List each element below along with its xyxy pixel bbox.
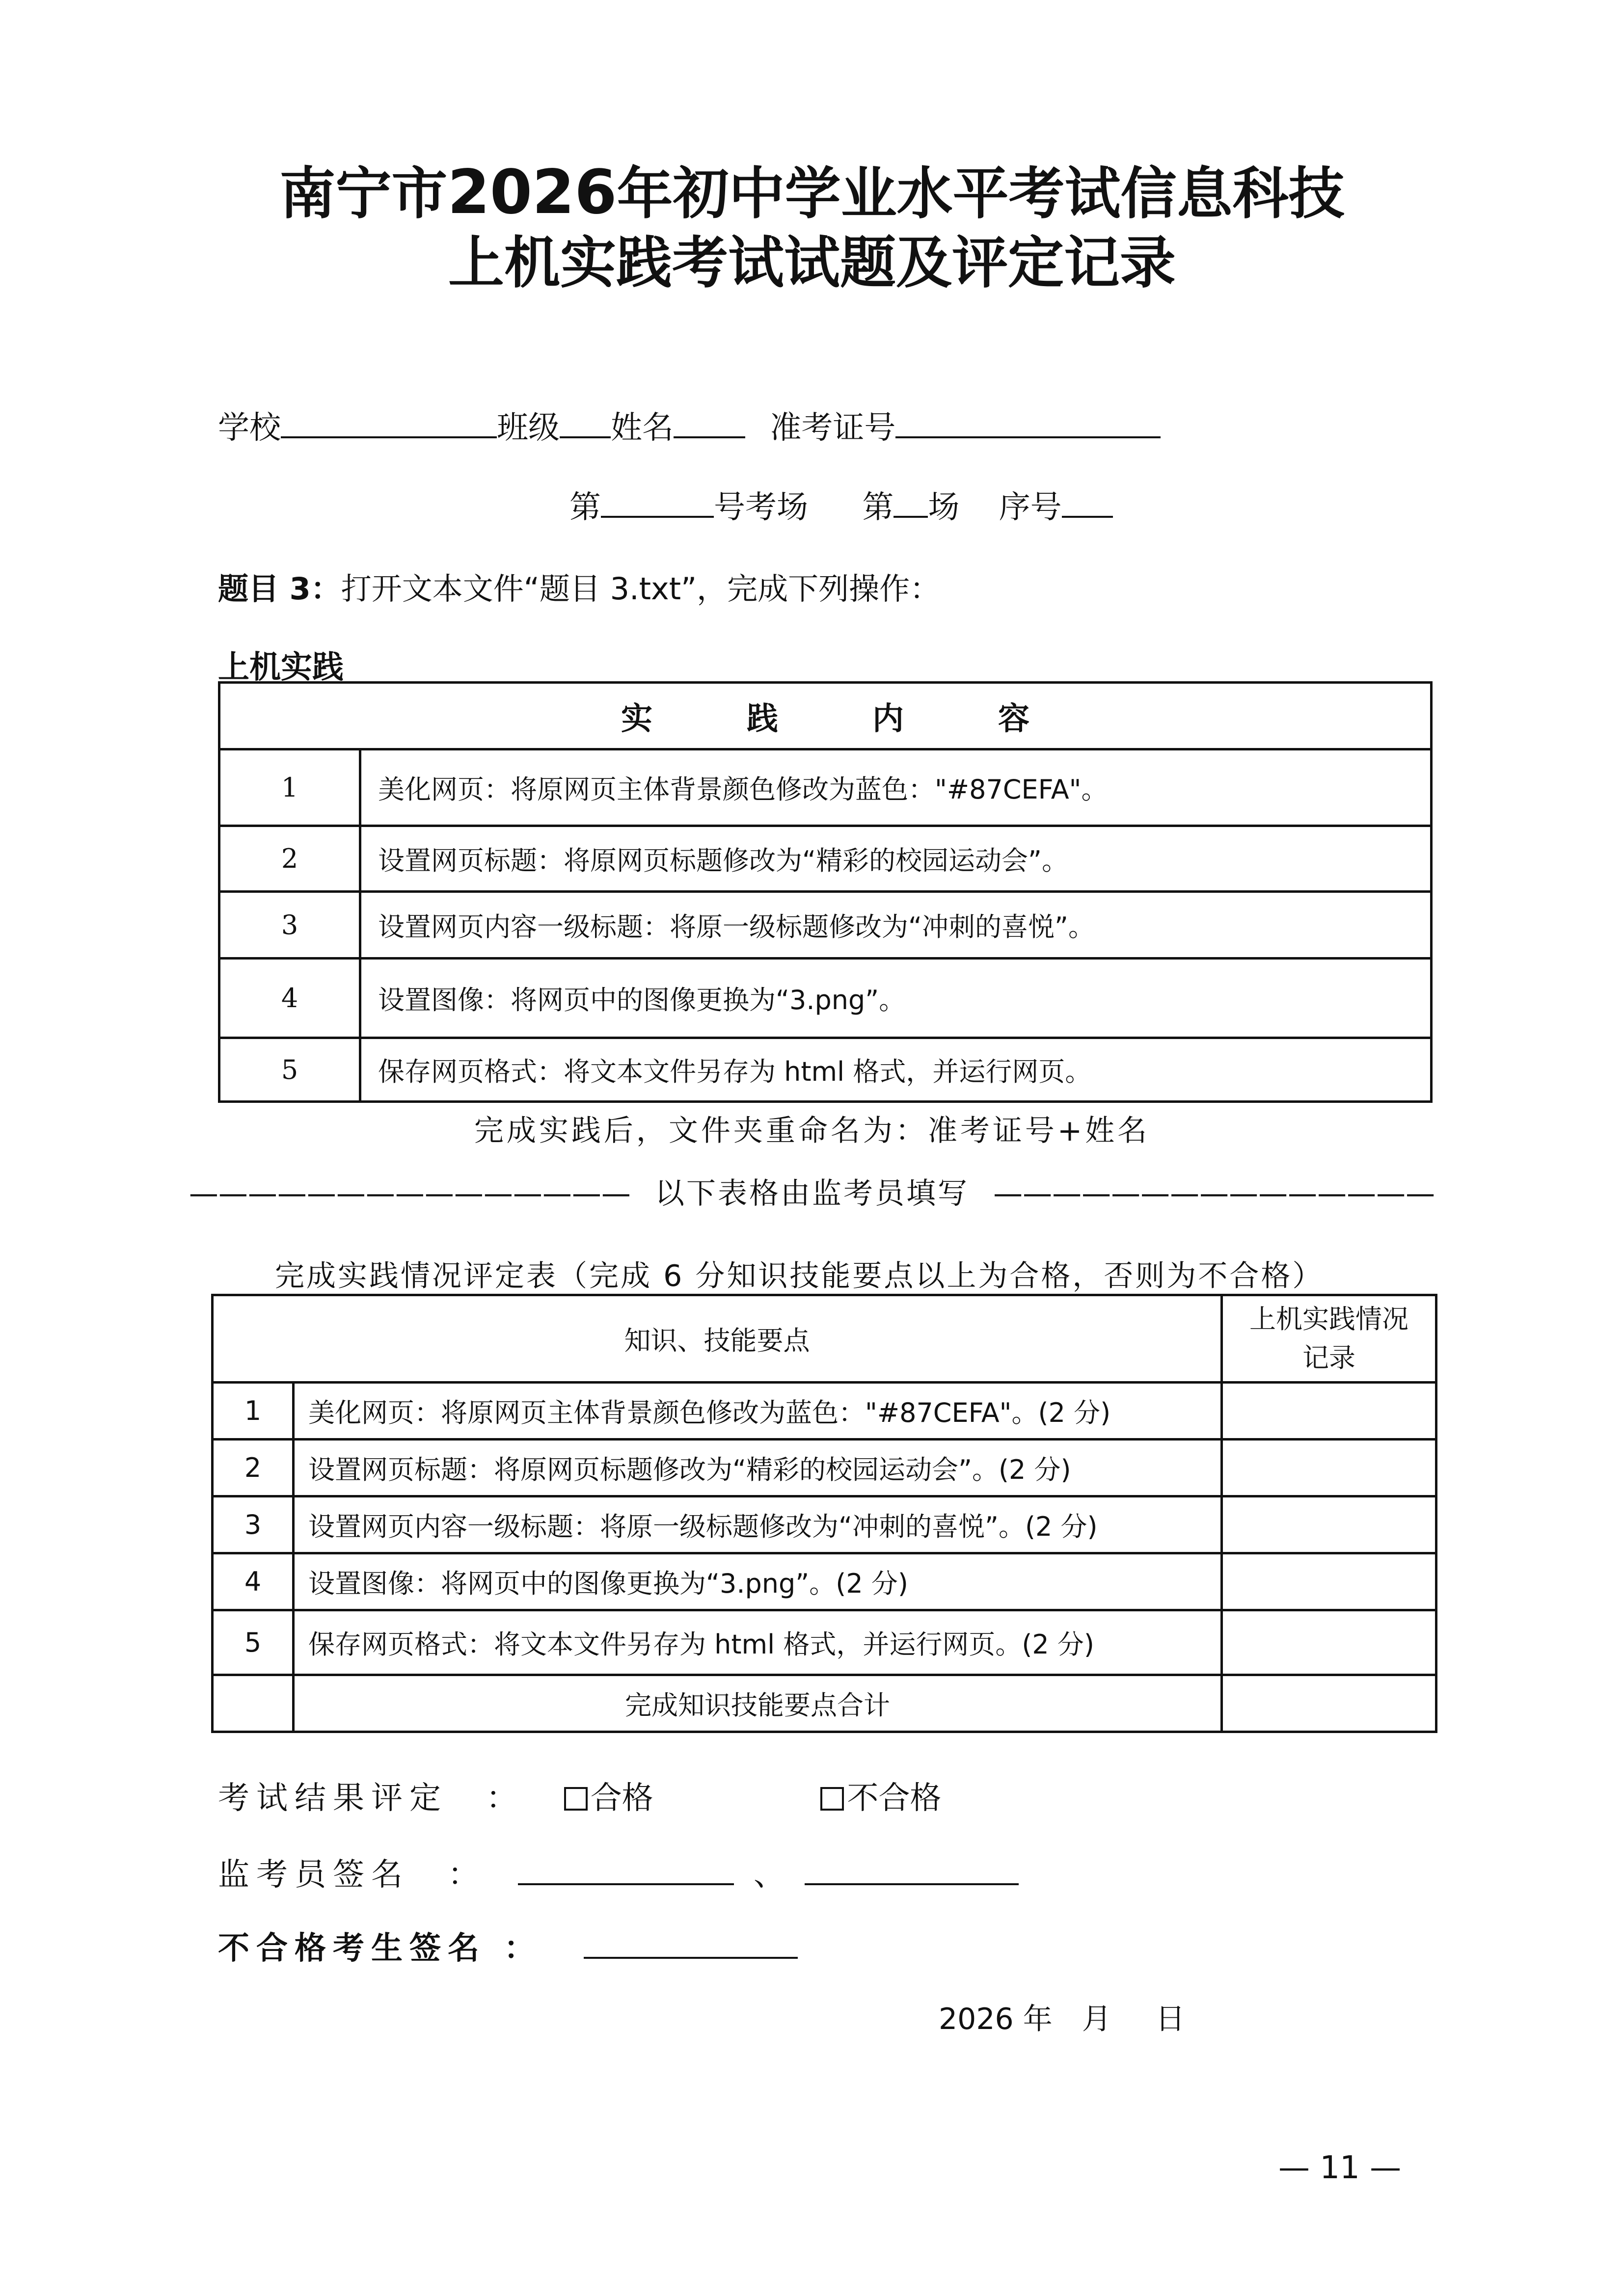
header-fields-row2: 第 号考场 第 场 序号 — [569, 482, 1113, 527]
exam-id-label: 准考证号 — [770, 410, 896, 446]
table-row: 3 设置网页内容一级标题：将原一级标题修改为“冲刺的喜悦”。(2 分) — [213, 1496, 1436, 1553]
result-label: 考试结果评定 ： — [218, 1780, 524, 1816]
name-blank[interactable] — [674, 411, 745, 438]
header-fields-row1 — [218, 402, 1161, 448]
table-row: 5 保存网页格式：将文本文件另存为 html 格式，并运行网页。 — [219, 1038, 1432, 1102]
proctor-sign-blank-2[interactable] — [805, 1858, 1019, 1885]
table-row: 2 设置网页标题：将原网页标题修改为“精彩的校园运动会”。 — [219, 826, 1432, 892]
question — [218, 564, 940, 608]
proctor-sign-blank-1[interactable] — [518, 1858, 734, 1885]
divider-text: 以下表格由监考员填写 — [655, 1176, 969, 1211]
class-label: 班级 — [497, 410, 560, 446]
eval-table — [211, 1294, 1437, 1733]
practice-table-header: 实 践 内 容 — [219, 683, 1432, 749]
record-cell[interactable] — [1222, 1383, 1436, 1440]
fail-sign-label: 不合格考生签名 ： — [218, 1930, 542, 1967]
pass-checkbox[interactable] — [564, 1787, 588, 1811]
question-text: 打开文本文件“题目 3.txt”，完成下列操作： — [341, 571, 941, 607]
fail-checkbox[interactable] — [820, 1787, 844, 1811]
proctor-label: 监考员签名 ： — [218, 1857, 486, 1893]
school-label: 学校 — [218, 410, 281, 446]
page-title-line1: 南宁市2026年初中学业水平考试信息科技 — [279, 157, 1345, 228]
after-practice-note: 完成实践后，文件夹重命名为：准考证号+姓名 — [474, 1114, 1150, 1148]
question-label: 题目 3： — [218, 571, 341, 607]
table-row: 4 设置图像：将网页中的图像更换为“3.png”。(2 分) — [213, 1553, 1436, 1610]
table-row: 1 美化网页：将原网页主体背景颜色修改为蓝色："#87CEFA"。 — [219, 749, 1432, 826]
total-label: 完成知识技能要点合计 — [294, 1675, 1222, 1732]
proctor-sign-row: 监考员签名 ： 、 — [218, 1849, 1019, 1895]
eval-caption: 完成实践情况评定表（完成 6 分知识技能要点以上为合格，否则为不合格） — [275, 1259, 1324, 1293]
seq-blank[interactable] — [1062, 490, 1113, 518]
session-blank[interactable] — [893, 490, 928, 518]
col-points-header: 知识、技能要点 — [213, 1295, 1222, 1383]
school-blank[interactable] — [281, 411, 497, 438]
table-row: 1 美化网页：将原网页主体背景颜色修改为蓝色："#87CEFA"。(2 分) — [213, 1383, 1436, 1440]
record-cell[interactable] — [1222, 1553, 1436, 1610]
page-title-line2: 上机实践考试试题及评定记录 — [448, 230, 1176, 295]
total-record-cell[interactable] — [1222, 1675, 1436, 1732]
page-number: — 11 — — [1278, 2150, 1402, 2186]
name-label: 姓名 — [611, 410, 674, 446]
table-row: 5 保存网页格式：将文本文件另存为 html 格式，并运行网页。(2 分) — [213, 1610, 1436, 1675]
fail-sign-row — [218, 1923, 798, 1968]
practice-table — [218, 681, 1433, 1103]
pass-label: 合格 — [590, 1780, 653, 1816]
table-row: 4 设置图像：将网页中的图像更换为“3.png”。 — [219, 959, 1432, 1038]
fail-label: 不合格 — [847, 1780, 942, 1816]
divider: ——————————————— 以下表格由监考员填写 ——————————————— — [189, 1176, 1435, 1211]
fail-sign-blank[interactable] — [584, 1931, 798, 1959]
total-row — [213, 1675, 1436, 1732]
class-blank[interactable] — [560, 411, 611, 438]
result-row — [218, 1773, 941, 1818]
date-row: 2026 年 月 日 — [939, 2002, 1185, 2036]
exam-id-blank[interactable] — [895, 411, 1161, 438]
room-blank[interactable] — [601, 490, 714, 518]
record-cell[interactable] — [1222, 1610, 1436, 1675]
record-cell[interactable] — [1222, 1440, 1436, 1496]
table-row: 2 设置网页标题：将原网页标题修改为“精彩的校园运动会”。(2 分) — [213, 1440, 1436, 1496]
table-row: 3 设置网页内容一级标题：将原一级标题修改为“冲刺的喜悦”。 — [219, 892, 1432, 959]
col-record-header: 上机实践情况 记录 — [1222, 1295, 1436, 1383]
record-cell[interactable] — [1222, 1496, 1436, 1553]
section-title: 上机实践 — [218, 649, 344, 686]
